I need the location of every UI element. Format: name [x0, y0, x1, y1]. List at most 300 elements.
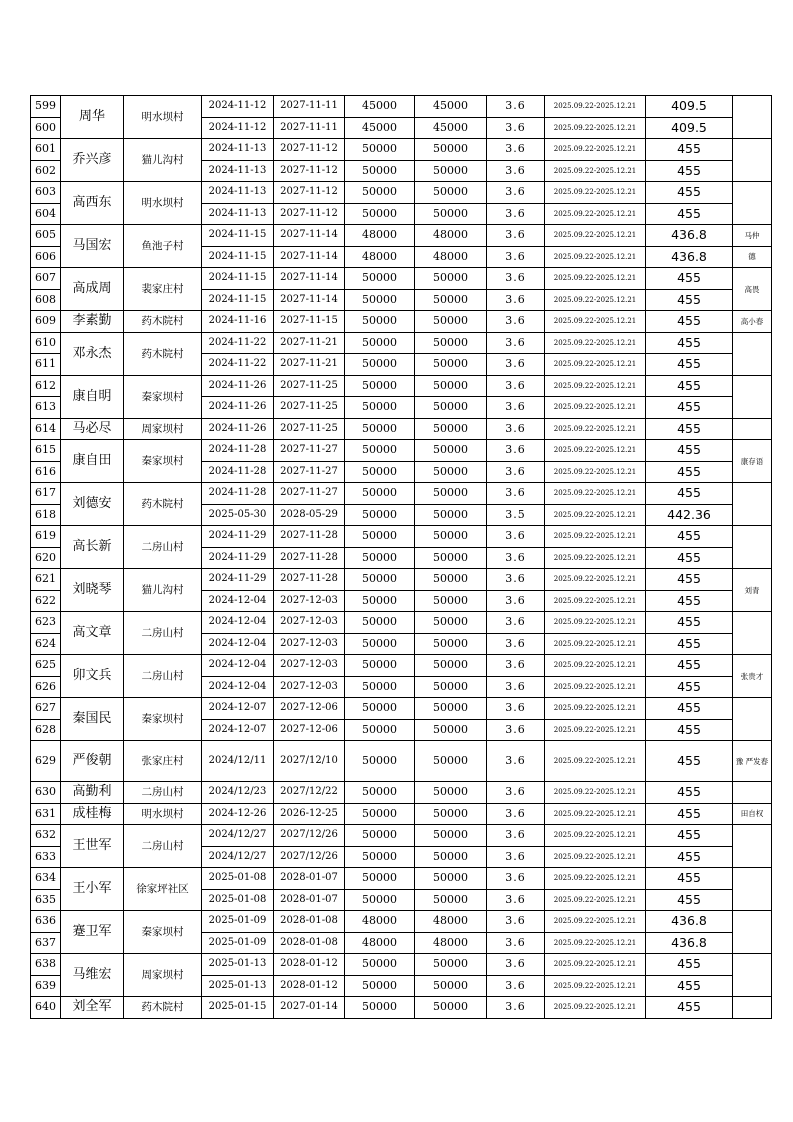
interest-rate-cell: 3.6	[487, 932, 545, 954]
interest-amount-cell: 455	[646, 547, 733, 569]
balance-cell: 50000	[415, 846, 487, 868]
serial-number-cell: 640	[31, 997, 61, 1019]
note-cell	[733, 569, 772, 612]
interest-amount-cell: 409.5	[646, 117, 733, 139]
loan-amount-cell: 48000	[345, 911, 415, 933]
interest-period-cell: 2025.09.22-2025.12.21	[545, 418, 646, 440]
interest-amount-cell: 455	[646, 719, 733, 741]
serial-number-cell: 627	[31, 698, 61, 720]
loan-amount-cell: 45000	[345, 117, 415, 139]
interest-rate-cell: 3.6	[487, 846, 545, 868]
note-cell	[733, 803, 772, 825]
serial-number-cell: 629	[31, 741, 61, 782]
loan-amount-cell: 50000	[345, 719, 415, 741]
interest-period-cell: 2025.09.22-2025.12.21	[545, 975, 646, 997]
interest-rate-cell: 3.6	[487, 547, 545, 569]
interest-period-cell: 2025.09.22-2025.12.21	[545, 332, 646, 354]
interest-rate-cell: 3.6	[487, 590, 545, 612]
interest-amount-cell: 455	[646, 461, 733, 483]
interest-amount-cell: 409.5	[646, 96, 733, 118]
interest-period-cell: 2025.09.22-2025.12.21	[545, 825, 646, 847]
interest-rate-cell: 3.6	[487, 612, 545, 634]
table-row	[31, 868, 772, 890]
start-date-cell: 2024-12-07	[202, 719, 274, 741]
interest-period-cell: 2025.09.22-2025.12.21	[545, 268, 646, 290]
balance-cell: 50000	[415, 268, 487, 290]
loan-amount-cell: 50000	[345, 418, 415, 440]
serial-number-cell: 604	[31, 203, 61, 225]
balance-cell: 50000	[415, 504, 487, 526]
serial-number-cell: 635	[31, 889, 61, 911]
end-date-cell: 2027-11-27	[274, 440, 345, 462]
village-cell: 二房山村	[124, 825, 202, 868]
balance-cell: 50000	[415, 375, 487, 397]
loan-amount-cell: 50000	[345, 590, 415, 612]
village-cell: 鱼池子村	[124, 225, 202, 268]
interest-amount-cell: 455	[646, 483, 733, 505]
borrower-name-cell: 王小军	[61, 868, 124, 911]
borrower-name-cell: 邓永杰	[61, 332, 124, 375]
loan-amount-cell: 50000	[345, 846, 415, 868]
interest-period-cell: 2025.09.22-2025.12.21	[545, 160, 646, 182]
village-cell: 明水坝村	[124, 182, 202, 225]
borrower-name-cell: 马维宏	[61, 954, 124, 997]
balance-cell: 48000	[415, 911, 487, 933]
interest-rate-cell: 3.6	[487, 354, 545, 376]
loan-amount-cell: 50000	[345, 289, 415, 311]
serial-number-cell: 628	[31, 719, 61, 741]
interest-amount-cell: 455	[646, 182, 733, 204]
table-row	[31, 268, 772, 290]
note-text: 豫 严发春	[735, 756, 769, 766]
serial-number-cell: 639	[31, 975, 61, 997]
start-date-cell: 2025-01-08	[202, 868, 274, 890]
table-row	[31, 782, 772, 804]
balance-cell: 50000	[415, 782, 487, 804]
note-cell	[733, 741, 772, 782]
interest-rate-cell: 3.6	[487, 825, 545, 847]
interest-period-cell: 2025.09.22-2025.12.21	[545, 375, 646, 397]
village-cell: 秦家坝村	[124, 375, 202, 418]
borrower-name-cell: 马国宏	[61, 225, 124, 268]
balance-cell: 50000	[415, 332, 487, 354]
balance-cell: 48000	[415, 246, 487, 268]
serial-number-cell: 617	[31, 483, 61, 505]
table-row	[31, 311, 772, 333]
loan-amount-cell: 50000	[345, 440, 415, 462]
interest-amount-cell: 455	[646, 954, 733, 976]
village-cell: 张家庄村	[124, 741, 202, 782]
note-cell	[733, 954, 772, 997]
balance-cell: 48000	[415, 932, 487, 954]
interest-period-cell: 2025.09.22-2025.12.21	[545, 954, 646, 976]
serial-number-cell: 625	[31, 655, 61, 677]
serial-number-cell: 602	[31, 160, 61, 182]
interest-amount-cell: 455	[646, 655, 733, 677]
village-cell: 猫儿沟村	[124, 139, 202, 182]
interest-rate-cell: 3.6	[487, 569, 545, 591]
interest-rate-cell: 3.6	[487, 868, 545, 890]
interest-amount-cell: 455	[646, 160, 733, 182]
interest-rate-cell: 3.6	[487, 526, 545, 548]
village-cell: 徐家坪社区	[124, 868, 202, 911]
interest-amount-cell: 455	[646, 203, 733, 225]
end-date-cell: 2027-11-14	[274, 246, 345, 268]
end-date-cell: 2027-12-06	[274, 719, 345, 741]
loan-amount-cell: 50000	[345, 954, 415, 976]
interest-amount-cell: 436.8	[646, 932, 733, 954]
end-date-cell: 2027/12/26	[274, 825, 345, 847]
borrower-name-cell: 严俊朝	[61, 741, 124, 782]
loan-amount-cell: 50000	[345, 139, 415, 161]
borrower-name-cell: 秦国民	[61, 698, 124, 741]
borrower-name-cell: 高文章	[61, 612, 124, 655]
loan-amount-cell: 48000	[345, 932, 415, 954]
serial-number-cell: 614	[31, 418, 61, 440]
interest-rate-cell: 3.6	[487, 397, 545, 419]
serial-number-cell: 609	[31, 311, 61, 333]
interest-period-cell: 2025.09.22-2025.12.21	[545, 612, 646, 634]
end-date-cell: 2027-12-03	[274, 633, 345, 655]
table-row	[31, 418, 772, 440]
balance-cell: 50000	[415, 590, 487, 612]
borrower-name-cell: 高勤利	[61, 782, 124, 804]
start-date-cell: 2025-01-08	[202, 889, 274, 911]
interest-period-cell: 2025.09.22-2025.12.21	[545, 698, 646, 720]
note-text: 刘青	[744, 585, 760, 595]
end-date-cell: 2026-12-25	[274, 803, 345, 825]
interest-period-cell: 2025.09.22-2025.12.21	[545, 526, 646, 548]
start-date-cell: 2024-12-04	[202, 612, 274, 634]
village-cell: 秦家坝村	[124, 698, 202, 741]
loan-amount-cell: 50000	[345, 182, 415, 204]
note-cell	[733, 782, 772, 804]
loan-amount-cell: 50000	[345, 354, 415, 376]
interest-rate-cell: 3.6	[487, 975, 545, 997]
interest-rate-cell: 3.6	[487, 954, 545, 976]
loan-amount-cell: 50000	[345, 375, 415, 397]
balance-cell: 45000	[415, 96, 487, 118]
balance-cell: 50000	[415, 868, 487, 890]
interest-amount-cell: 455	[646, 332, 733, 354]
loan-amount-cell: 50000	[345, 803, 415, 825]
balance-cell: 50000	[415, 698, 487, 720]
start-date-cell: 2024-12-04	[202, 633, 274, 655]
loan-amount-cell: 45000	[345, 96, 415, 118]
interest-rate-cell: 3.6	[487, 698, 545, 720]
serial-number-cell: 605	[31, 225, 61, 247]
table-row	[31, 803, 772, 825]
interest-rate-cell: 3.6	[487, 803, 545, 825]
loan-amount-cell: 50000	[345, 311, 415, 333]
note-cell	[733, 182, 772, 225]
start-date-cell: 2024/12/23	[202, 782, 274, 804]
end-date-cell: 2027-12-03	[274, 612, 345, 634]
balance-cell: 50000	[415, 203, 487, 225]
end-date-cell: 2027/12/26	[274, 846, 345, 868]
serial-number-cell: 612	[31, 375, 61, 397]
loan-amount-cell: 50000	[345, 698, 415, 720]
end-date-cell: 2028-01-12	[274, 975, 345, 997]
start-date-cell: 2024-11-22	[202, 354, 274, 376]
serial-number-cell: 634	[31, 868, 61, 890]
note-text: 田自权	[740, 809, 764, 819]
village-cell: 药木院村	[124, 332, 202, 375]
end-date-cell: 2028-01-12	[274, 954, 345, 976]
loan-amount-cell: 50000	[345, 633, 415, 655]
end-date-cell: 2028-01-08	[274, 932, 345, 954]
borrower-name-cell: 王世军	[61, 825, 124, 868]
balance-cell: 50000	[415, 655, 487, 677]
balance-cell: 50000	[415, 825, 487, 847]
table-row	[31, 225, 772, 247]
serial-number-cell: 606	[31, 246, 61, 268]
serial-number-cell: 621	[31, 569, 61, 591]
balance-cell: 50000	[415, 997, 487, 1019]
borrower-name-cell: 马必尽	[61, 418, 124, 440]
table-row	[31, 139, 772, 161]
interest-rate-cell: 3.6	[487, 633, 545, 655]
note-cell	[733, 526, 772, 569]
borrower-name-cell: 成桂梅	[61, 803, 124, 825]
interest-period-cell: 2025.09.22-2025.12.21	[545, 504, 646, 526]
interest-amount-cell: 455	[646, 569, 733, 591]
table-row	[31, 954, 772, 976]
table-row	[31, 612, 772, 634]
balance-cell: 50000	[415, 289, 487, 311]
note-text: 德	[748, 252, 756, 262]
end-date-cell: 2027-11-25	[274, 375, 345, 397]
balance-cell: 50000	[415, 440, 487, 462]
start-date-cell: 2024-11-13	[202, 203, 274, 225]
loan-amount-cell: 50000	[345, 397, 415, 419]
note-cell	[733, 96, 772, 139]
balance-cell: 50000	[415, 139, 487, 161]
interest-period-cell: 2025.09.22-2025.12.21	[545, 997, 646, 1019]
serial-number-cell: 611	[31, 354, 61, 376]
start-date-cell: 2024-12-04	[202, 655, 274, 677]
loan-amount-cell: 50000	[345, 975, 415, 997]
loan-amount-cell: 50000	[345, 504, 415, 526]
balance-cell: 50000	[415, 612, 487, 634]
note-cell	[733, 655, 772, 698]
end-date-cell: 2027-12-03	[274, 676, 345, 698]
interest-rate-cell: 3.6	[487, 676, 545, 698]
interest-period-cell: 2025.09.22-2025.12.21	[545, 655, 646, 677]
end-date-cell: 2027-11-21	[274, 354, 345, 376]
loan-amount-cell: 50000	[345, 332, 415, 354]
interest-amount-cell: 442.36	[646, 504, 733, 526]
serial-number-cell: 607	[31, 268, 61, 290]
note-text: 马仲	[744, 230, 760, 240]
serial-number-cell: 630	[31, 782, 61, 804]
end-date-cell: 2027-11-11	[274, 117, 345, 139]
serial-number-cell: 618	[31, 504, 61, 526]
village-cell: 二房山村	[124, 655, 202, 698]
balance-cell: 50000	[415, 311, 487, 333]
loan-amount-cell: 50000	[345, 526, 415, 548]
interest-amount-cell: 436.8	[646, 225, 733, 247]
borrower-name-cell: 周华	[61, 96, 124, 139]
serial-number-cell: 619	[31, 526, 61, 548]
interest-rate-cell: 3.6	[487, 719, 545, 741]
end-date-cell: 2027-11-12	[274, 182, 345, 204]
loan-amount-cell: 50000	[345, 268, 415, 290]
village-cell: 秦家坝村	[124, 440, 202, 483]
start-date-cell: 2024-11-26	[202, 397, 274, 419]
interest-rate-cell: 3.6	[487, 160, 545, 182]
note-cell	[733, 246, 772, 268]
loan-amount-cell: 50000	[345, 547, 415, 569]
loan-amount-cell: 50000	[345, 461, 415, 483]
serial-number-cell: 636	[31, 911, 61, 933]
start-date-cell: 2024-11-28	[202, 440, 274, 462]
start-date-cell: 2024-11-28	[202, 461, 274, 483]
end-date-cell: 2027-11-28	[274, 569, 345, 591]
start-date-cell: 2024-11-29	[202, 526, 274, 548]
interest-rate-cell: 3.6	[487, 182, 545, 204]
start-date-cell: 2024/12/27	[202, 825, 274, 847]
note-cell	[733, 440, 772, 483]
interest-amount-cell: 455	[646, 526, 733, 548]
interest-period-cell: 2025.09.22-2025.12.21	[545, 590, 646, 612]
interest-amount-cell: 455	[646, 825, 733, 847]
village-cell: 二房山村	[124, 612, 202, 655]
interest-period-cell: 2025.09.22-2025.12.21	[545, 203, 646, 225]
interest-rate-cell: 3.6	[487, 203, 545, 225]
note-cell	[733, 483, 772, 526]
serial-number-cell: 626	[31, 676, 61, 698]
interest-rate-cell: 3.6	[487, 655, 545, 677]
interest-rate-cell: 3.6	[487, 440, 545, 462]
balance-cell: 50000	[415, 569, 487, 591]
start-date-cell: 2024-12-26	[202, 803, 274, 825]
start-date-cell: 2024-11-13	[202, 160, 274, 182]
serial-number-cell: 616	[31, 461, 61, 483]
end-date-cell: 2027-11-14	[274, 268, 345, 290]
interest-period-cell: 2025.09.22-2025.12.21	[545, 246, 646, 268]
balance-cell: 50000	[415, 676, 487, 698]
interest-amount-cell: 455	[646, 397, 733, 419]
interest-amount-cell: 455	[646, 633, 733, 655]
borrower-name-cell: 刘晓琴	[61, 569, 124, 612]
balance-cell: 50000	[415, 397, 487, 419]
start-date-cell: 2024-12-07	[202, 698, 274, 720]
loan-amount-cell: 48000	[345, 225, 415, 247]
interest-rate-cell: 3.6	[487, 289, 545, 311]
balance-cell: 45000	[415, 117, 487, 139]
table-row	[31, 375, 772, 397]
end-date-cell: 2027-12-03	[274, 655, 345, 677]
end-date-cell: 2027-11-11	[274, 96, 345, 118]
interest-amount-cell: 436.8	[646, 911, 733, 933]
interest-rate-cell: 3.6	[487, 268, 545, 290]
loan-amount-cell: 50000	[345, 483, 415, 505]
interest-rate-cell: 3.6	[487, 375, 545, 397]
note-cell	[733, 418, 772, 440]
interest-amount-cell: 455	[646, 803, 733, 825]
start-date-cell: 2024-11-29	[202, 547, 274, 569]
note-cell	[733, 997, 772, 1019]
borrower-name-cell: 李素勤	[61, 311, 124, 333]
interest-amount-cell: 455	[646, 289, 733, 311]
borrower-name-cell: 高长新	[61, 526, 124, 569]
start-date-cell: 2025-01-09	[202, 932, 274, 954]
loan-amount-cell: 50000	[345, 825, 415, 847]
start-date-cell: 2024/12/11	[202, 741, 274, 782]
start-date-cell: 2025-05-30	[202, 504, 274, 526]
loan-amount-cell: 50000	[345, 782, 415, 804]
balance-cell: 48000	[415, 225, 487, 247]
balance-cell: 50000	[415, 418, 487, 440]
interest-period-cell: 2025.09.22-2025.12.21	[545, 676, 646, 698]
start-date-cell: 2024/12/27	[202, 846, 274, 868]
start-date-cell: 2024-11-28	[202, 483, 274, 505]
balance-cell: 50000	[415, 741, 487, 782]
interest-amount-cell: 455	[646, 889, 733, 911]
end-date-cell: 2028-01-07	[274, 889, 345, 911]
note-cell	[733, 911, 772, 954]
serial-number-cell: 637	[31, 932, 61, 954]
note-cell	[733, 612, 772, 655]
start-date-cell: 2025-01-09	[202, 911, 274, 933]
interest-amount-cell: 455	[646, 868, 733, 890]
serial-number-cell: 632	[31, 825, 61, 847]
note-cell	[733, 868, 772, 911]
table-row	[31, 440, 772, 462]
village-cell: 药木院村	[124, 483, 202, 526]
serial-number-cell: 624	[31, 633, 61, 655]
interest-amount-cell: 455	[646, 311, 733, 333]
interest-amount-cell: 455	[646, 440, 733, 462]
interest-amount-cell: 455	[646, 139, 733, 161]
interest-rate-cell: 3.6	[487, 997, 545, 1019]
start-date-cell: 2024-11-12	[202, 96, 274, 118]
interest-rate-cell: 3.6	[487, 461, 545, 483]
interest-period-cell: 2025.09.22-2025.12.21	[545, 440, 646, 462]
interest-rate-cell: 3.6	[487, 741, 545, 782]
interest-amount-cell: 455	[646, 375, 733, 397]
interest-period-cell: 2025.09.22-2025.12.21	[545, 868, 646, 890]
interest-period-cell: 2025.09.22-2025.12.21	[545, 397, 646, 419]
balance-cell: 50000	[415, 889, 487, 911]
interest-period-cell: 2025.09.22-2025.12.21	[545, 289, 646, 311]
loan-amount-cell: 50000	[345, 889, 415, 911]
interest-period-cell: 2025.09.22-2025.12.21	[545, 911, 646, 933]
serial-number-cell: 613	[31, 397, 61, 419]
interest-period-cell: 2025.09.22-2025.12.21	[545, 633, 646, 655]
balance-cell: 50000	[415, 975, 487, 997]
end-date-cell: 2027-11-21	[274, 332, 345, 354]
interest-amount-cell: 455	[646, 741, 733, 782]
interest-rate-cell: 3.6	[487, 139, 545, 161]
serial-number-cell: 638	[31, 954, 61, 976]
note-cell	[733, 311, 772, 333]
serial-number-cell: 620	[31, 547, 61, 569]
note-cell	[733, 375, 772, 418]
village-cell: 明水坝村	[124, 803, 202, 825]
end-date-cell: 2027/12/22	[274, 782, 345, 804]
interest-rate-cell: 3.6	[487, 889, 545, 911]
end-date-cell: 2028-01-08	[274, 911, 345, 933]
note-cell	[733, 225, 772, 247]
borrower-name-cell: 刘德安	[61, 483, 124, 526]
balance-cell: 50000	[415, 954, 487, 976]
interest-period-cell: 2025.09.22-2025.12.21	[545, 803, 646, 825]
start-date-cell: 2025-01-15	[202, 997, 274, 1019]
note-text: 张贵才	[740, 671, 764, 681]
interest-amount-cell: 455	[646, 997, 733, 1019]
